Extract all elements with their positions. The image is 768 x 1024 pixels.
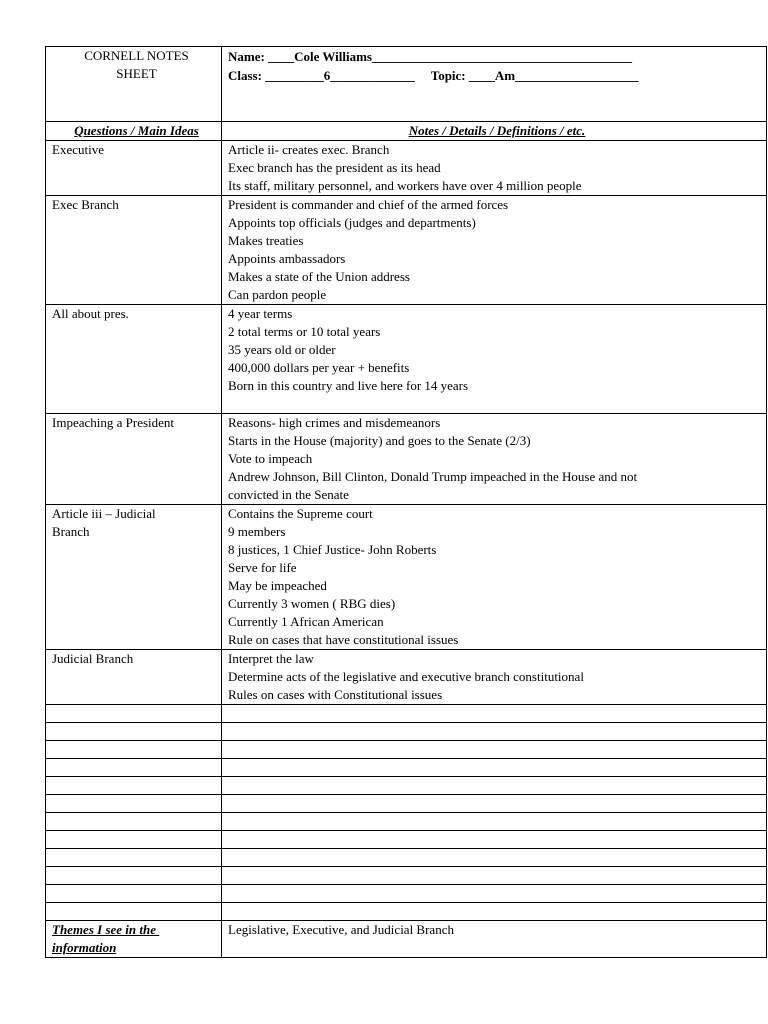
class-topic-field: Class: _________6_____________ Topic: ____Am___________________ (228, 68, 639, 83)
blank-row (46, 759, 767, 777)
name-field: Name: ____Cole Williams________________________________________ (228, 49, 632, 64)
blank-notes-cell (222, 705, 767, 723)
note-line: Andrew Johnson, Bill Clinton, Donald Trump impeached in the House and not (228, 469, 638, 484)
themes-label (46, 921, 222, 958)
note-line: Appoints ambassadors (228, 251, 346, 266)
note-line: Serve for life (228, 560, 297, 575)
blank-question-cell (46, 849, 222, 867)
blank-notes-cell (222, 903, 767, 921)
note-line: Reasons- high crimes and misdemeanors (228, 415, 441, 430)
note-line: 8 justices, 1 Chief Justice- John Roberts (228, 542, 437, 557)
sheet-title (46, 47, 222, 122)
notes-cell (222, 305, 767, 414)
blank-notes-cell (222, 741, 767, 759)
blank-row (46, 795, 767, 813)
blank-question-cell (46, 885, 222, 903)
note-line: 4 year terms (228, 306, 293, 321)
note-line: Born in this country and live here for 14 years (228, 378, 469, 393)
note-line: Contains the Supreme court (228, 506, 373, 521)
note-line: 2 total terms or 10 total years (228, 324, 381, 339)
blank-notes-cell (222, 723, 767, 741)
blank-notes-cell (222, 795, 767, 813)
notes-cell (222, 650, 767, 705)
note-line: Appoints top officials (judges and departments) (228, 215, 476, 230)
note-line: Currently 3 women ( RBG dies) (228, 596, 396, 611)
note-line: Interpret the law (228, 651, 314, 666)
notes-cell (222, 505, 767, 650)
blank-notes-cell (222, 885, 767, 903)
note-line: Exec branch has the president as its head (228, 160, 441, 175)
questions-column-header: Questions / Main Ideas (46, 122, 222, 141)
blank-question-cell (46, 759, 222, 777)
note-line: Article ii- creates exec. Branch (228, 142, 390, 157)
note-line: Vote to impeach (228, 451, 313, 466)
blank-row (46, 741, 767, 759)
question-cell: Judicial Branch (46, 650, 222, 705)
note-line: Rules on cases with Constitutional issues (228, 687, 443, 702)
note-section (46, 505, 767, 650)
themes-label-line-2: information (52, 940, 117, 955)
title-line-1: CORNELL NOTES (84, 48, 189, 63)
note-line: Rule on cases that have constitutional issues (228, 632, 459, 647)
notes-column-header: Notes / Details / Definitions / etc. (222, 122, 767, 141)
note-line: Its staff, military personnel, and workers have over 4 million people (228, 178, 582, 193)
note-line-blank (228, 395, 766, 413)
blank-notes-cell (222, 759, 767, 777)
note-line: Makes a state of the Union address (228, 269, 410, 284)
note-line: Can pardon people (228, 287, 327, 302)
blank-notes-cell (222, 849, 767, 867)
note-section (46, 141, 767, 196)
blank-row (46, 813, 767, 831)
blank-notes-cell (222, 831, 767, 849)
title-line-2: SHEET (116, 66, 157, 81)
blank-question-cell (46, 903, 222, 921)
blank-row (46, 831, 767, 849)
note-line: Currently 1 African American (228, 614, 384, 629)
cornell-notes-table (45, 46, 767, 958)
question-line: Branch (52, 524, 90, 539)
note-line: 35 years old or older (228, 342, 336, 357)
blank-notes-cell (222, 777, 767, 795)
note-section (46, 305, 767, 414)
note-line: Makes treaties (228, 233, 304, 248)
blank-question-cell (46, 741, 222, 759)
themes-row (46, 921, 767, 958)
blank-question-cell (46, 831, 222, 849)
note-line: 9 members (228, 524, 286, 539)
question-cell (46, 505, 222, 650)
blank-question-cell (46, 867, 222, 885)
blank-notes-cell (222, 867, 767, 885)
blank-question-cell (46, 795, 222, 813)
note-section (46, 196, 767, 305)
question-cell: All about pres. (46, 305, 222, 414)
blank-notes-cell (222, 813, 767, 831)
blank-row (46, 885, 767, 903)
note-line: Starts in the House (majority) and goes to the Senate (2/3) (228, 433, 531, 448)
blank-row (46, 849, 767, 867)
themes-label-line-1: Themes I see in the (52, 922, 160, 937)
blank-row (46, 903, 767, 921)
note-line: convicted in the Senate (228, 487, 349, 502)
themes-text: Legislative, Executive, and Judicial Branch (222, 921, 767, 958)
blank-question-cell (46, 723, 222, 741)
blank-question-cell (46, 777, 222, 795)
blank-question-cell (46, 813, 222, 831)
question-line: Article iii – Judicial (52, 506, 156, 521)
note-line: May be impeached (228, 578, 327, 593)
blank-row (46, 705, 767, 723)
blank-row (46, 777, 767, 795)
question-cell: Exec Branch (46, 196, 222, 305)
question-cell: Impeaching a President (46, 414, 222, 505)
notes-cell (222, 141, 767, 196)
notes-cell (222, 414, 767, 505)
note-section (46, 650, 767, 705)
column-header-row (46, 122, 767, 141)
note-line: Determine acts of the legislative and executive branch constitutional (228, 669, 584, 684)
blank-row (46, 723, 767, 741)
question-cell: Executive (46, 141, 222, 196)
header-fields (222, 47, 767, 122)
notes-cell (222, 196, 767, 305)
note-section (46, 414, 767, 505)
note-line: President is commander and chief of the armed forces (228, 197, 509, 212)
note-line: 400,000 dollars per year + benefits (228, 360, 410, 375)
header-row (46, 47, 767, 122)
blank-question-cell (46, 705, 222, 723)
blank-row (46, 867, 767, 885)
